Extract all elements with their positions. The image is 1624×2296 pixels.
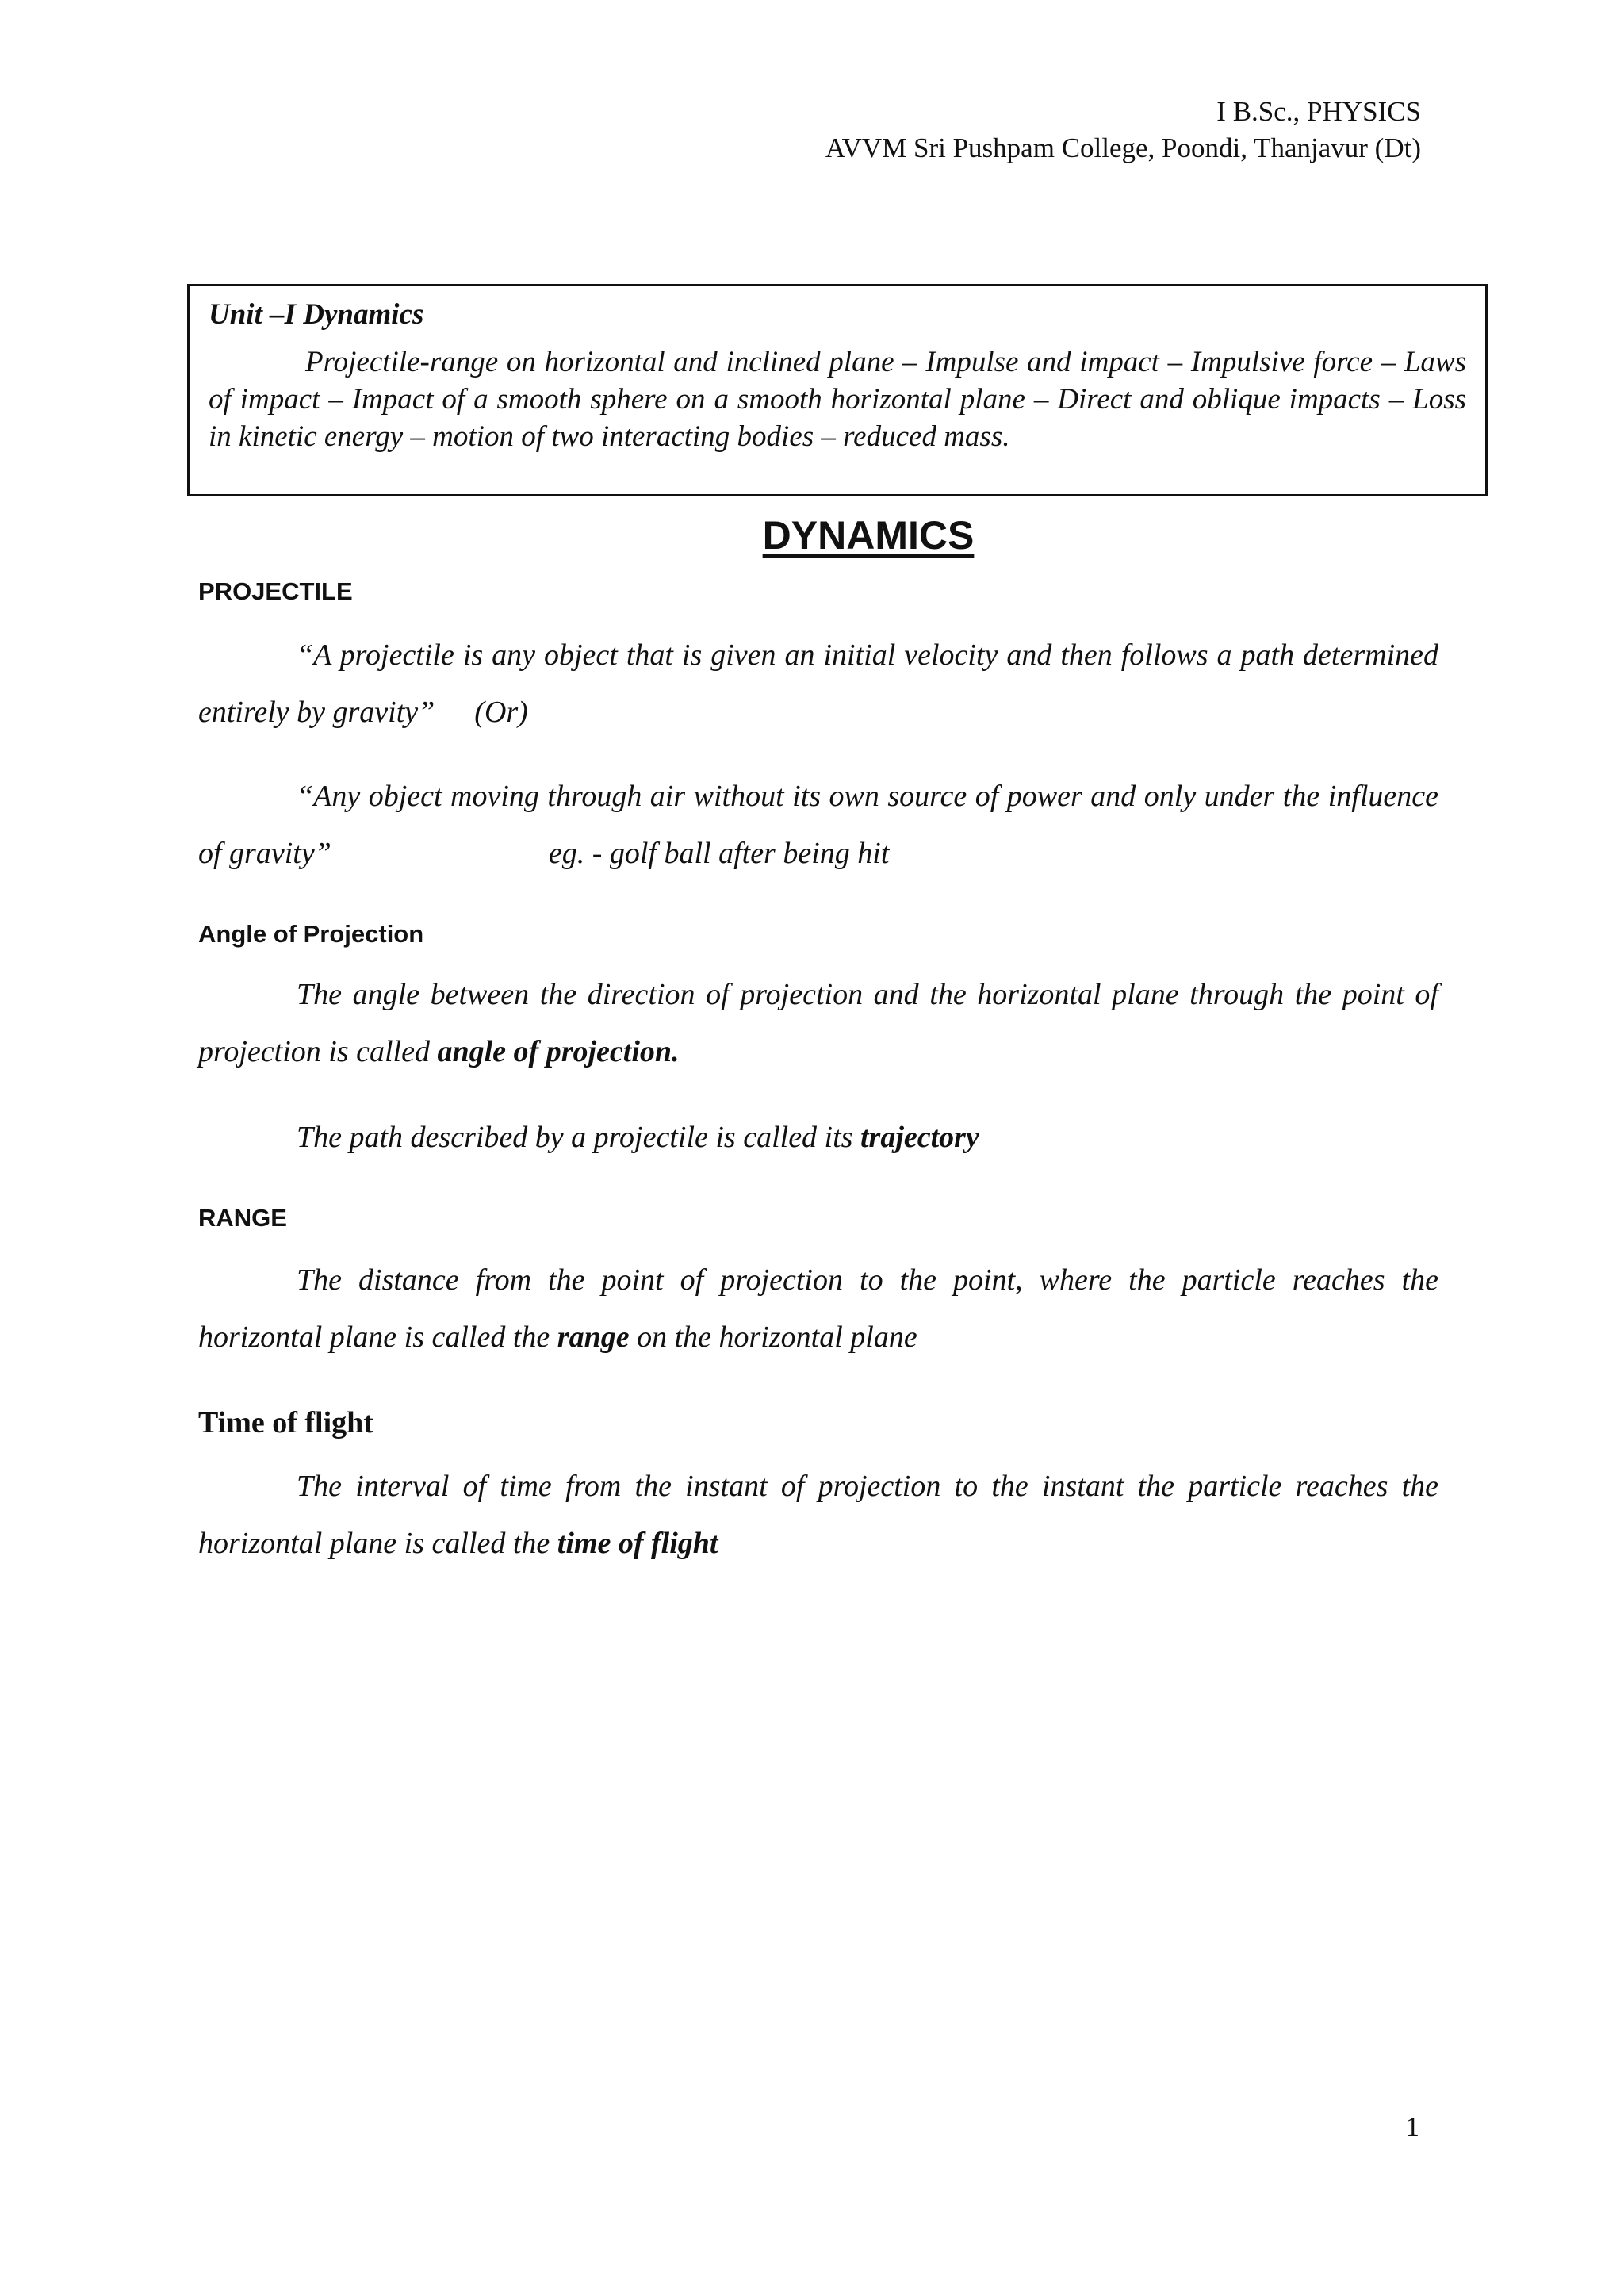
page-title: DYNAMICS bbox=[762, 513, 975, 558]
or-text: (Or) bbox=[474, 696, 528, 729]
range-text: The distance from the point of projection to the point, where the particle reaches the horizontal plane is called the bbox=[198, 1263, 1438, 1354]
projectile-definition-2 bbox=[198, 768, 1438, 882]
trajectory-term: trajectory bbox=[860, 1121, 979, 1154]
projectile-def2-text: “Any object moving through air without its own source of power and only under the influence of gravity” bbox=[198, 780, 1438, 870]
time-of-flight-text: The interval of time from the instant of projection to the instant the particle reaches the horizontal plane is called the bbox=[198, 1470, 1438, 1560]
syllabus-text: Projectile-range on horizontal and inclined plane – Impulse and impact – Impulsive force – Laws of impact – Impact of a smooth sphere on a smooth horizontal plane – Direct and oblique impacts – Loss in kinetic energy – motion of two interacting bodies – reduced mass. bbox=[209, 346, 1466, 453]
syllabus-box bbox=[187, 284, 1488, 496]
syllabus-title: Unit –I Dynamics bbox=[209, 298, 424, 331]
angle-text: The angle between the direction of projection and the horizontal plane through the point of projection is called bbox=[198, 978, 1438, 1068]
projectile-definition-1 bbox=[198, 627, 1438, 741]
range-text-after: on the horizontal plane bbox=[629, 1320, 917, 1354]
range-term: range bbox=[557, 1320, 630, 1354]
time-of-flight-term: time of flight bbox=[557, 1527, 718, 1560]
example-text: eg. - golf ball after being hit bbox=[548, 837, 890, 870]
page-header bbox=[825, 94, 1421, 167]
header-college: AVVM Sri Pushpam College, Poondi, Thanjavur (Dt) bbox=[825, 132, 1421, 163]
page-number: 1 bbox=[1405, 2111, 1419, 2142]
heading-time-of-flight: Time of flight bbox=[198, 1406, 373, 1439]
heading-range: RANGE bbox=[198, 1204, 287, 1232]
trajectory-text: The path described by a projectile is called its bbox=[297, 1121, 860, 1154]
heading-projectile: PROJECTILE bbox=[198, 577, 353, 605]
angle-term: angle of projection. bbox=[437, 1035, 680, 1068]
header-course: I B.Sc., PHYSICS bbox=[1216, 96, 1421, 127]
time-of-flight-paragraph bbox=[198, 1458, 1438, 1572]
range-paragraph bbox=[198, 1251, 1438, 1366]
projectile-def1-text: “A projectile is any object that is given an initial velocity and then follows a path determined entirely by gravity” bbox=[198, 638, 1438, 729]
heading-angle-of-projection: Angle of Projection bbox=[198, 920, 424, 948]
trajectory-paragraph bbox=[198, 1109, 1438, 1166]
angle-of-projection-paragraph bbox=[198, 966, 1438, 1080]
